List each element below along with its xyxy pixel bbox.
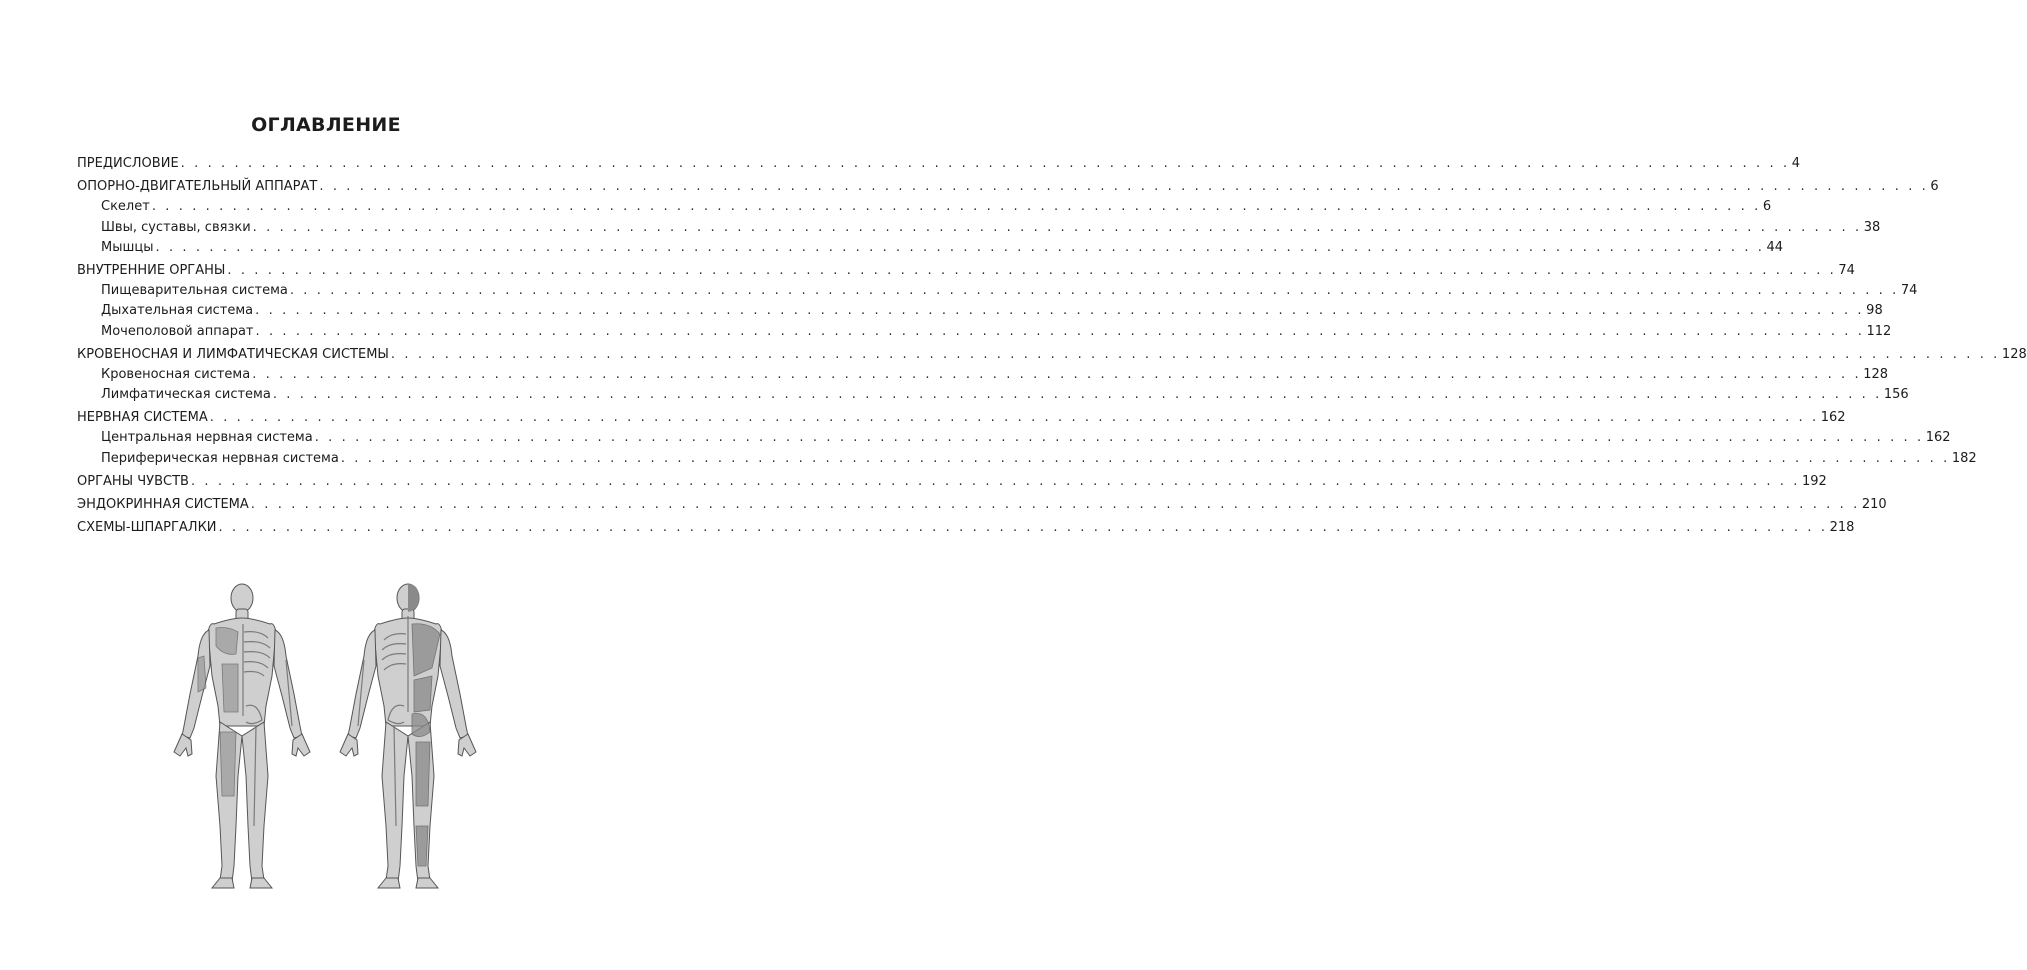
toc-entry-page: 182 [1951, 450, 1977, 466]
toc-entry-label: Мышцы [101, 239, 154, 255]
toc-dot-leader: . . . . . . . . . . . . . . . . . . . . . . . . . . . . . . . . . . . . . . . . . . . . . . . . . . . . . . . . . . . . . . . . . . . . . . . . . . . . . . . . . . . . . . . . . . . . . . . . . . . . . . . . . . . . . . . . . . . . . . . . [218, 520, 1828, 536]
toc-entry [77, 301, 1883, 321]
toc-entry [77, 261, 1855, 281]
toc-entry-label: Кровеносная система [101, 366, 251, 382]
toc-entry-label: ЭНДОКРИННАЯ СИСТЕМА [77, 497, 249, 512]
toc-dot-leader: . . . . . . . . . . . . . . . . . . . . . . . . . . . . . . . . . . . . . . . . . . . . . . . . . . . . . . . . . . . . . . . . . . . . . . . . . . . . . . . . . . . . . . . . . . . . . . . . . . . . . . . . . . . . . . . . . . . . . . . . [252, 219, 1862, 235]
toc-dot-leader: . . . . . . . . . . . . . . . . . . . . . . . . . . . . . . . . . . . . . . . . . . . . . . . . . . . . . . . . . . . . . . . . . . . . . . . . . . . . . . . . . . . . . . . . . . . . . . . . . . . . . . . . . . . . . . . . . . . . . . . . [272, 387, 1882, 403]
toc-entry-page: 4 [1791, 156, 1800, 171]
front-figure [174, 584, 310, 888]
toc-entry-label: ОПОРНО-ДВИГАТЕЛЬНЫЙ АППАРАТ [77, 179, 318, 195]
toc-entry-label: Дыхательная система [101, 303, 254, 319]
toc-entry-page: 98 [1866, 303, 1883, 319]
toc-entry-page: 218 [1829, 520, 1855, 536]
toc-entry [77, 385, 1909, 405]
table-of-contents [77, 154, 2027, 538]
page-title: ОГЛАВЛЕНИЕ [251, 114, 401, 136]
toc-dot-leader: . . . . . . . . . . . . . . . . . . . . . . . . . . . . . . . . . . . . . . . . . . . . . . . . . . . . . . . . . . . . . . . . . . . . . . . . . . . . . . . . . . . . . . . . . . . . . . . . . . . . . . . . . . . . . . . . . . . . . . . . [252, 366, 1862, 382]
toc-entry [77, 218, 1881, 238]
toc-entry-label: ОРГАНЫ ЧУВСТВ [77, 473, 189, 489]
toc-entry-label: Скелет [101, 199, 150, 215]
toc-entry-page: 162 [1925, 430, 1951, 446]
toc-entry [77, 472, 1827, 492]
toc-entry-label: КРОВЕНОСНАЯ И ЛИМФАТИЧЕСКАЯ СИСТЕМЫ [77, 346, 389, 362]
toc-dot-leader: . . . . . . . . . . . . . . . . . . . . . . . . . . . . . . . . . . . . . . . . . . . . . . . . . . . . . . . . . . . . . . . . . . . . . . . . . . . . . . . . . . . . . . . . . . . . . . . . . . . . . . . . . . . . . . . . . . . . . . . . [190, 473, 1800, 489]
toc-entry [77, 197, 1772, 217]
toc-entry-page: 6 [1930, 179, 1939, 195]
toc-dot-leader: . . . . . . . . . . . . . . . . . . . . . . . . . . . . . . . . . . . . . . . . . . . . . . . . . . . . . . . . . . . . . . . . . . . . . . . . . . . . . . . . . . . . . . . . . . . . . . . . . . . . . . . . . . . . . . . . . . . . . . . . [289, 283, 1899, 299]
toc-entry-label: ВНУТРЕННИЕ ОРГАНЫ [77, 262, 226, 278]
toc-dot-leader: . . . . . . . . . . . . . . . . . . . . . . . . . . . . . . . . . . . . . . . . . . . . . . . . . . . . . . . . . . . . . . . . . . . . . . . . . . . . . . . . . . . . . . . . . . . . . . . . . . . . . . . . . . . . . . . . . . . . . . . . [250, 497, 1860, 512]
toc-dot-leader: . . . . . . . . . . . . . . . . . . . . . . . . . . . . . . . . . . . . . . . . . . . . . . . . . . . . . . . . . . . . . . . . . . . . . . . . . . . . . . . . . . . . . . . . . . . . . . . . . . . . . . . . . . . . . . . . . . . . . . . . [319, 179, 1929, 195]
toc-entry [77, 154, 1800, 174]
toc-entry-page: 74 [1838, 262, 1855, 278]
toc-entry [77, 518, 1855, 538]
toc-entry [77, 322, 1892, 342]
toc-dot-leader: . . . . . . . . . . . . . . . . . . . . . . . . . . . . . . . . . . . . . . . . . . . . . . . . . . . . . . . . . . . . . . . . . . . . . . . . . . . . . . . . . . . . . . . . . . . . . . . . . . . . . . . . . . . . . . . . . . . . . . . . [227, 262, 1837, 278]
toc-entry-page: 128 [1863, 366, 1889, 382]
toc-entry-label: ПРЕДИСЛОВИЕ [77, 156, 179, 171]
toc-dot-leader: . . . . . . . . . . . . . . . . . . . . . . . . . . . . . . . . . . . . . . . . . . . . . . . . . . . . . . . . . . . . . . . . . . . . . . . . . . . . . . . . . . . . . . . . . . . . . . . . . . . . . . . . . . . . . . . . . . . . . . . . [151, 199, 1761, 215]
toc-entry-page: 162 [1820, 410, 1846, 426]
toc-entry-label: Мочеполовой аппарат [101, 323, 254, 339]
toc-entry-page: 156 [1883, 387, 1909, 403]
toc-dot-leader: . . . . . . . . . . . . . . . . . . . . . . . . . . . . . . . . . . . . . . . . . . . . . . . . . . . . . . . . . . . . . . . . . . . . . . . . . . . . . . . . . . . . . . . . . . . . . . . . . . . . . . . . . . . . . . . . . . . . . . . . [155, 239, 1765, 255]
toc-dot-leader: . . . . . . . . . . . . . . . . . . . . . . . . . . . . . . . . . . . . . . . . . . . . . . . . . . . . . . . . . . . . . . . . . . . . . . . . . . . . . . . . . . . . . . . . . . . . . . . . . . . . . . . . . . . . . . . . . . . . . . . . [255, 303, 1865, 319]
toc-entry [77, 238, 1784, 258]
toc-entry-page: 128 [2001, 346, 2027, 362]
toc-entry [77, 449, 1977, 469]
toc-entry [77, 177, 1939, 197]
toc-entry-page: 38 [1863, 219, 1881, 235]
toc-entry-label: Центральная нервная система [101, 430, 313, 446]
toc-entry-label: Пищеварительная система [101, 283, 288, 299]
toc-entry-page: 74 [1900, 283, 1918, 299]
toc-entry-page: 210 [1861, 497, 1887, 512]
toc-entry-page: 6 [1762, 199, 1772, 215]
toc-dot-leader: . . . . . . . . . . . . . . . . . . . . . . . . . . . . . . . . . . . . . . . . . . . . . . . . . . . . . . . . . . . . . . . . . . . . . . . . . . . . . . . . . . . . . . . . . . . . . . . . . . . . . . . . . . . . . . . . . . . . . . . . [340, 450, 1950, 466]
toc-entry [77, 428, 1951, 448]
toc-entry-label: Периферическая нервная система [101, 450, 339, 466]
toc-entry-page: 112 [1866, 323, 1892, 339]
toc-entry-page: 192 [1802, 473, 1827, 489]
toc-entry [77, 345, 2027, 365]
toc-entry-label: Лимфатическая система [101, 387, 271, 403]
toc-entry-label: Швы, суставы, связки [101, 219, 251, 235]
toc-dot-leader: . . . . . . . . . . . . . . . . . . . . . . . . . . . . . . . . . . . . . . . . . . . . . . . . . . . . . . . . . . . . . . . . . . . . . . . . . . . . . . . . . . . . . . . . . . . . . . . . . . . . . . . . . . . . . . . . . . . . . . . . [180, 156, 1790, 171]
toc-entry-label: НЕРВНАЯ СИСТЕМА [77, 410, 208, 426]
toc-entry [77, 408, 1846, 428]
toc-entry [77, 495, 1887, 515]
toc-entry [77, 281, 1918, 301]
back-figure [340, 584, 476, 888]
toc-dot-leader: . . . . . . . . . . . . . . . . . . . . . . . . . . . . . . . . . . . . . . . . . . . . . . . . . . . . . . . . . . . . . . . . . . . . . . . . . . . . . . . . . . . . . . . . . . . . . . . . . . . . . . . . . . . . . . . . . . . . . . . . [314, 430, 1924, 446]
toc-dot-leader: . . . . . . . . . . . . . . . . . . . . . . . . . . . . . . . . . . . . . . . . . . . . . . . . . . . . . . . . . . . . . . . . . . . . . . . . . . . . . . . . . . . . . . . . . . . . . . . . . . . . . . . . . . . . . . . . . . . . . . . . [390, 346, 2000, 362]
toc-entry [77, 365, 1889, 385]
toc-entry-page: 44 [1766, 239, 1784, 255]
toc-dot-leader: . . . . . . . . . . . . . . . . . . . . . . . . . . . . . . . . . . . . . . . . . . . . . . . . . . . . . . . . . . . . . . . . . . . . . . . . . . . . . . . . . . . . . . . . . . . . . . . . . . . . . . . . . . . . . . . . . . . . . . . . [255, 323, 1865, 339]
anatomy-illustration [160, 570, 490, 900]
toc-dot-leader: . . . . . . . . . . . . . . . . . . . . . . . . . . . . . . . . . . . . . . . . . . . . . . . . . . . . . . . . . . . . . . . . . . . . . . . . . . . . . . . . . . . . . . . . . . . . . . . . . . . . . . . . . . . . . . . . . . . . . . . . [209, 410, 1819, 426]
toc-entry-label: СХЕМЫ-ШПАРГАЛКИ [77, 520, 217, 536]
